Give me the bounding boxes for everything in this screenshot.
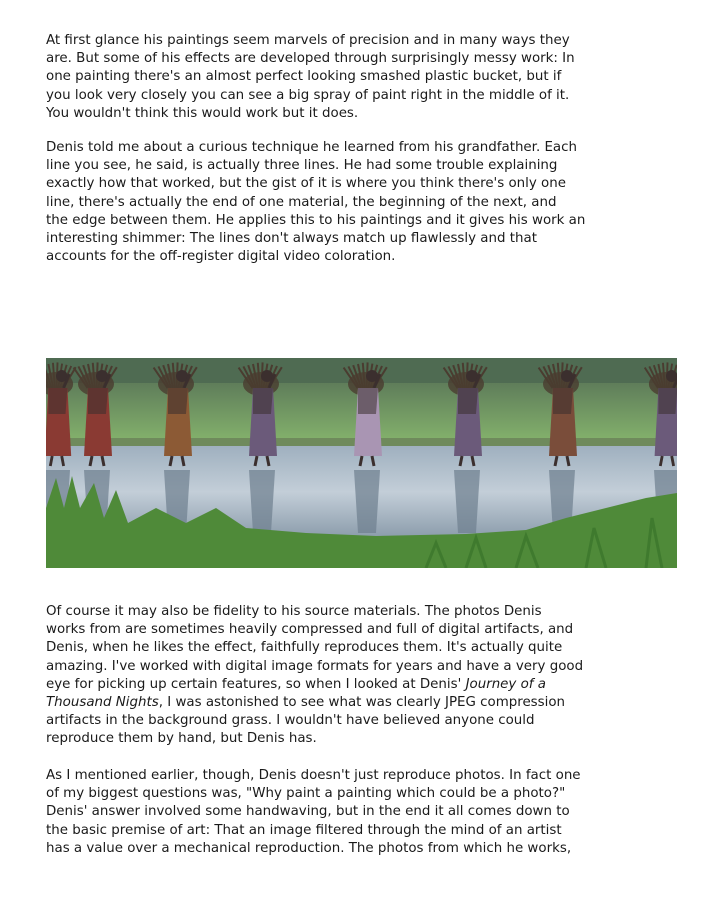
- text-line: one painting there's an almost perfect looking smashed plastic bucket, but if: [46, 69, 562, 85]
- text-line: [46, 676, 646, 694]
- figure-reflection: [249, 470, 275, 533]
- text-line: At first glance his paintings seem marvels of precision and in many ways they: [46, 33, 570, 48]
- figure-reflection: [354, 470, 380, 533]
- figure-reflection: [454, 470, 480, 533]
- text-line: has a value over a mechanical reproduction. The photos from which he works,: [46, 840, 572, 856]
- photo-women-carrying-firewood-through-water: [46, 358, 677, 568]
- text-line: [46, 694, 646, 712]
- text-line: works from are sometimes heavily compressed and full of digital artifacts, and: [46, 622, 574, 638]
- text-line: As I mentioned earlier, though, Denis doesn't just reproduce photos. In fact one: [46, 768, 581, 783]
- text-line: You wouldn't think this would work but it does.: [46, 105, 359, 121]
- italic-title: Journey of a: [465, 676, 546, 692]
- text-line: are. But some of his effects are developed through surprisingly messy work: In: [46, 51, 575, 67]
- text-line: interesting shimmer: The lines don't always match up flawlessly and that: [46, 231, 537, 247]
- text-line: artifacts in the background grass. I wouldn't have believed anyone could: [46, 713, 535, 729]
- text-line: Denis told me about a curious technique he learned from his grandfather. Each: [46, 140, 577, 155]
- text-line: Denis, when he likes the effect, faithfully reproduces them. It's actually quite: [46, 640, 563, 656]
- italic-title: Thousand Nights: [46, 695, 159, 711]
- paragraph-2: [46, 139, 646, 266]
- text-line: line, there's actually the end of one material, the beginning of the next, and: [46, 194, 557, 210]
- text-line: accounts for the off-register digital video coloration.: [46, 249, 396, 265]
- text-fragment: eye for picking up certain features, so when I looked at Denis': [46, 676, 462, 692]
- text-fragment: , I was astonished to see what was clearly JPEG compression: [158, 695, 566, 711]
- text-line: Of course it may also be fidelity to his source materials. The photos Denis: [46, 604, 542, 619]
- text-line: reproduce them by hand, but Denis has.: [46, 731, 317, 747]
- text-line: amazing. I've worked with digital image formats for years and have a very good: [46, 658, 584, 674]
- paragraph-3: [46, 603, 646, 749]
- text-line: of my biggest questions was, "Why paint a painting which could be a photo?": [46, 786, 566, 802]
- text-line: the basic premise of art: That an image filtered through the mind of an artist: [46, 822, 562, 838]
- text-line: the edge between them. He applies this to his paintings and it gives his work an: [46, 212, 586, 228]
- text-line: you look very closely you can see a big spray of paint right in the middle of it.: [46, 87, 570, 103]
- paragraph-1: [46, 32, 646, 123]
- text-line: exactly how that worked, but the gist of it is where you think there's only one: [46, 176, 566, 192]
- text-line: line you see, he said, is actually three lines. He had some trouble explaining: [46, 158, 558, 174]
- paragraph-4: [46, 767, 646, 858]
- text-line: Denis' answer involved some handwaving, but in the end it all comes down to: [46, 804, 570, 820]
